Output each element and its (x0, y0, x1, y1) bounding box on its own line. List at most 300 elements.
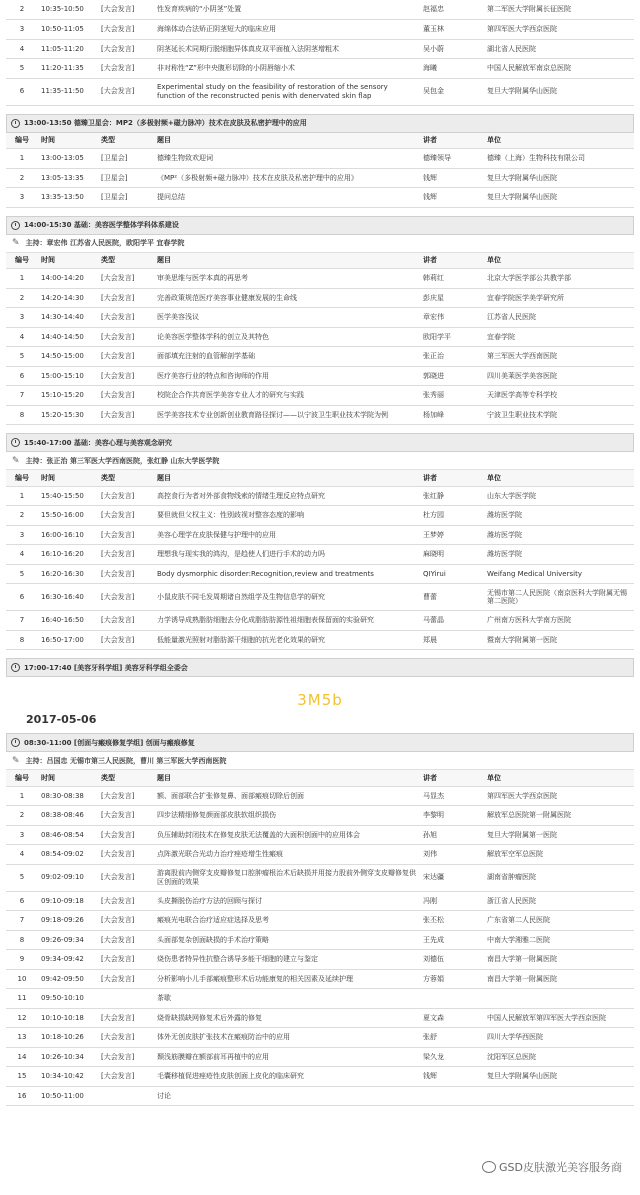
sp-cell: 曹蕾 (420, 584, 484, 611)
type-cell: [大会发言] (98, 20, 154, 40)
sp-cell: 海曦 (420, 59, 484, 79)
type-cell: [大会发言] (98, 911, 154, 931)
type-cell: [大会发言] (98, 308, 154, 328)
no-cell: 3 (6, 188, 38, 208)
session-3-header: 15:40-17:00 基础：美容心理与美容观念研究 (6, 433, 634, 452)
table-row (6, 168, 634, 188)
type-cell: [大会发言] (98, 288, 154, 308)
type-cell: [大会发言] (98, 584, 154, 611)
table-row (6, 825, 634, 845)
time-cell: 14:00-14:20 (38, 269, 98, 289)
table-row (6, 1086, 634, 1106)
no-cell: 1 (6, 149, 38, 169)
table-header-row (6, 470, 634, 486)
date-heading: 2017-05-06 (26, 713, 97, 726)
title-cell: 力学诱导成熟脂肪细胞去分化成脂肪肪源性祖细胞表保留面的实验研究 (154, 611, 420, 631)
sp-cell: 张红静 (420, 486, 484, 506)
time-cell: 08:46-08:54 (38, 825, 98, 845)
no-cell: 5 (6, 347, 38, 367)
type-cell: [大会发言] (98, 525, 154, 545)
time-cell: 13:35-13:50 (38, 188, 98, 208)
title-cell: 海绵体动合法矫正阴茎短大的临床应用 (154, 20, 420, 40)
time-cell: 10:35-10:50 (38, 0, 98, 20)
time-cell: 14:50-15:00 (38, 347, 98, 367)
table-row (6, 630, 634, 650)
type-cell: [大会发言] (98, 806, 154, 826)
title-cell: 体外无创皮肤扩张技术在瘢痕防治中的应用 (154, 1028, 420, 1048)
table-row (6, 386, 634, 406)
table-row (6, 611, 634, 631)
no-cell: 1 (6, 486, 38, 506)
table-row (6, 78, 634, 105)
sp-cell: 麻晓明 (420, 545, 484, 565)
no-cell: 14 (6, 1047, 38, 1067)
unit-cell: 江苏省人民医院 (484, 308, 634, 328)
no-cell: 8 (6, 930, 38, 950)
type-cell: [大会发言] (98, 864, 154, 891)
no-cell: 5 (6, 564, 38, 584)
sp-cell: 郑晨 (420, 630, 484, 650)
table-row (6, 864, 634, 891)
time-cell: 09:34-09:42 (38, 950, 98, 970)
sp-cell: 欧阳学平 (420, 327, 484, 347)
unit-cell: 第四军医大学西京医院 (484, 786, 634, 806)
sp-cell: 梁久龙 (420, 1047, 484, 1067)
table-row (6, 806, 634, 826)
type-cell: 类型 (98, 253, 154, 269)
unit-cell: 复旦大学附属华山医院 (484, 188, 634, 208)
sp-cell: 钱辉 (420, 1067, 484, 1087)
time-cell: 13:00-13:05 (38, 149, 98, 169)
sp-cell: 钱辉 (420, 188, 484, 208)
unit-cell: 潍坊医学院 (484, 506, 634, 526)
unit-cell: 湖南省肿瘤医院 (484, 864, 634, 891)
sp-cell: 郭晓进 (420, 366, 484, 386)
time-cell: 16:40-16:50 (38, 611, 98, 631)
time-cell: 08:30-08:38 (38, 786, 98, 806)
title-cell: 烧伤患者特异性抗整合诱导多能干细胞的建立与鉴定 (154, 950, 420, 970)
sp-cell: 杨加峰 (420, 405, 484, 425)
sp-cell: 马蕾晶 (420, 611, 484, 631)
sp-cell: 孙旭 (420, 825, 484, 845)
sp-cell: 张丕松 (420, 911, 484, 931)
title-cell: 烧骨缺损缺网修复术后外露的修复 (154, 1008, 420, 1028)
sp-cell: 德臻领导 (420, 149, 484, 169)
title-cell: Body dysmorphic disorder:Recognition,review and treatments (154, 564, 420, 584)
unit-cell: 复旦大学附属第一医院 (484, 825, 634, 845)
unit-cell: 中国人民解放军第四军医大学西京医院 (484, 1008, 634, 1028)
unit-cell: 山东大学医学院 (484, 486, 634, 506)
time-cell: 09:02-09:10 (38, 864, 98, 891)
no-cell: 15 (6, 1067, 38, 1087)
no-cell: 2 (6, 806, 38, 826)
title-cell: 点阵激光联合光动力治疗痤疮增生性瘢痕 (154, 845, 420, 865)
title-cell: 医疗美容行业的特点和咨询师的作用 (154, 366, 420, 386)
unit-cell: 解放军总医院第一附属医院 (484, 806, 634, 826)
type-cell: [大会发言] (98, 405, 154, 425)
time-cell: 13:05-13:35 (38, 168, 98, 188)
no-cell: 2 (6, 168, 38, 188)
sp-cell: 王先成 (420, 930, 484, 950)
title-cell: 医学美容浅议 (154, 308, 420, 328)
title-cell: 负压辅助封闭技术在修复皮肤无法覆盖的大面积创面中的应用体会 (154, 825, 420, 845)
type-cell: [大会发言] (98, 611, 154, 631)
time-cell: 16:00-16:10 (38, 525, 98, 545)
time-cell: 15:10-15:20 (38, 386, 98, 406)
no-cell: 1 (6, 269, 38, 289)
table-row (6, 366, 634, 386)
unit-cell: 广东省第二人民医院 (484, 911, 634, 931)
unit-cell: 单位 (484, 253, 634, 269)
type-cell: [大会发言] (98, 1028, 154, 1048)
clock-icon (11, 119, 20, 128)
sp-cell: 赵福忠 (420, 0, 484, 20)
sp-cell: 冯刚 (420, 891, 484, 911)
table-row (6, 545, 634, 565)
time-cell: 08:38-08:46 (38, 806, 98, 826)
type-cell: [大会发言] (98, 845, 154, 865)
type-cell: [大会发言] (98, 564, 154, 584)
time-cell: 14:40-14:50 (38, 327, 98, 347)
time-cell: 10:50-11:05 (38, 20, 98, 40)
sp-cell: 王梦婷 (420, 525, 484, 545)
sp-cell: 吴小蔚 (420, 39, 484, 59)
unit-cell: 单位 (484, 770, 634, 786)
title-cell: 题目 (154, 133, 420, 149)
type-cell (98, 1086, 154, 1106)
sp-cell: 韩莉红 (420, 269, 484, 289)
type-cell: 类型 (98, 770, 154, 786)
table-row (6, 188, 634, 208)
no-cell: 10 (6, 969, 38, 989)
no-cell: 3 (6, 525, 38, 545)
no-cell: 8 (6, 630, 38, 650)
type-cell: [大会发言] (98, 366, 154, 386)
table-row (6, 911, 634, 931)
time-cell: 时间 (38, 253, 98, 269)
footer-watermark: GSD皮肤激光美容服务商 (482, 1159, 622, 1175)
no-cell: 2 (6, 506, 38, 526)
no-cell: 8 (6, 405, 38, 425)
type-cell: [大会发言] (98, 78, 154, 105)
no-cell: 7 (6, 386, 38, 406)
sp-cell (420, 989, 484, 1009)
sp-cell (420, 1086, 484, 1106)
table-row (6, 506, 634, 526)
table-row (6, 564, 634, 584)
session-2-table (6, 253, 634, 426)
table-row (6, 989, 634, 1009)
table-row (6, 1047, 634, 1067)
title-cell: 四步法精细修复颜面部皮肤软组织损伤 (154, 806, 420, 826)
watermark-text: 3M5b (297, 691, 343, 709)
table-row (6, 969, 634, 989)
no-cell: 7 (6, 911, 38, 931)
session-2-header: 14:00-15:30 基础：美容医学整体学科体系建设 (6, 216, 634, 235)
unit-cell: 德臻（上海）生物科技有限公司 (484, 149, 634, 169)
no-cell: 2 (6, 0, 38, 20)
no-cell: 9 (6, 950, 38, 970)
time-cell: 08:54-09:02 (38, 845, 98, 865)
type-cell: [卫星会] (98, 149, 154, 169)
title-cell: 分析影响小儿手部瘢痕整形术后功能康复的相关因素及延续护理 (154, 969, 420, 989)
table-row (6, 39, 634, 59)
no-cell: 6 (6, 584, 38, 611)
title-cell: 《MP²（多极射频+磁力脉冲）技术在皮肤及私密护理中的应用》 (154, 168, 420, 188)
title-cell: 面部填充注射的血管解剖学基础 (154, 347, 420, 367)
clock-icon (11, 221, 20, 230)
no-cell: 1 (6, 786, 38, 806)
time-cell: 09:42-09:50 (38, 969, 98, 989)
time-cell: 14:20-14:30 (38, 288, 98, 308)
title-cell: 游离股前内侧穿支皮瓣修复口腔肿瘤根治术后缺损并用接力股前外侧穿支皮瓣修复供区创面的效果 (154, 864, 420, 891)
time-cell: 10:26-10:34 (38, 1047, 98, 1067)
title-cell: 毛囊移植促进痤疮性皮肤创面上皮化的临床研究 (154, 1067, 420, 1087)
no-cell: 4 (6, 327, 38, 347)
time-cell: 16:50-17:00 (38, 630, 98, 650)
no-cell: 6 (6, 78, 38, 105)
title-cell: Experimental study on the feasibility of restoration of the sensory function of the reconstructed penis with denervated skin flap (154, 78, 420, 105)
table-row (6, 525, 634, 545)
time-cell: 15:50-16:00 (38, 506, 98, 526)
type-cell (98, 989, 154, 1009)
table-header-row (6, 253, 634, 269)
time-cell: 15:00-15:10 (38, 366, 98, 386)
pen-icon: ✎ (12, 755, 20, 766)
time-cell: 时间 (38, 133, 98, 149)
sp-cell: 刘德伍 (420, 950, 484, 970)
sp-cell: 讲者 (420, 770, 484, 786)
table-row (6, 347, 634, 367)
unit-cell: 单位 (484, 133, 634, 149)
time-cell: 10:34-10:42 (38, 1067, 98, 1087)
sp-cell: 吴包金 (420, 78, 484, 105)
unit-cell: 浙江省人民医院 (484, 891, 634, 911)
title-cell: 颞浅筋膜瓣在额部前耳再植中的应用 (154, 1047, 420, 1067)
title-cell: 题目 (154, 253, 420, 269)
type-cell: [大会发言] (98, 786, 154, 806)
type-cell: [大会发言] (98, 39, 154, 59)
unit-cell: 宁波卫生职业技术学院 (484, 405, 634, 425)
title-cell: 高控食行为者对外部食物线索的情绪生理反应特点研究 (154, 486, 420, 506)
unit-cell: 复旦大学附属华山医院 (484, 1067, 634, 1087)
unit-cell (484, 989, 634, 1009)
table-row (6, 950, 634, 970)
block0-table (6, 0, 634, 106)
no-cell: 6 (6, 891, 38, 911)
type-cell: [大会发言] (98, 825, 154, 845)
unit-cell: 四川大学华西医院 (484, 1028, 634, 1048)
unit-cell: 南昌大学第一附属医院 (484, 969, 634, 989)
title-cell: 小鼠皮肤不同毛发周期诸自然组学及生物信息学的研究 (154, 584, 420, 611)
time-cell: 时间 (38, 770, 98, 786)
time-cell: 16:30-16:40 (38, 584, 98, 611)
title-cell: 低能量激光照射对脂肪源干细胞的抗光老化效果的研究 (154, 630, 420, 650)
type-cell: [大会发言] (98, 1047, 154, 1067)
session-3-chair: ✎ 主持：张正治 第三军医大学西南医院，张红静 山东大学医学院 (6, 452, 634, 470)
sp-cell: 刘伟 (420, 845, 484, 865)
unit-cell: 广州南方医科大学南方医院 (484, 611, 634, 631)
type-cell: [大会发言] (98, 1067, 154, 1087)
type-cell: [大会发言] (98, 486, 154, 506)
sp-cell: 张舒 (420, 1028, 484, 1048)
unit-cell: 宜春学院 (484, 327, 634, 347)
no-cell: 4 (6, 545, 38, 565)
no-cell: 4 (6, 845, 38, 865)
type-cell: [大会发言] (98, 386, 154, 406)
type-cell: [大会发言] (98, 506, 154, 526)
sp-cell: 讲者 (420, 133, 484, 149)
table-row (6, 891, 634, 911)
type-cell: [大会发言] (98, 327, 154, 347)
type-cell: [卫星会] (98, 168, 154, 188)
time-cell: 11:35-11:50 (38, 78, 98, 105)
table-header-row (6, 770, 634, 786)
title-cell: 完善政策规范医疗美容事业健康发展的生命线 (154, 288, 420, 308)
no-cell: 5 (6, 59, 38, 79)
time-cell: 09:10-09:18 (38, 891, 98, 911)
time-cell: 10:10-10:18 (38, 1008, 98, 1028)
time-cell: 11:20-11:35 (38, 59, 98, 79)
title-cell: 理想我与现实我的鸿沟，是趋使人们进行手术的动力吗 (154, 545, 420, 565)
title-cell: 审美思维与医学本真的再思考 (154, 269, 420, 289)
table-row (6, 584, 634, 611)
no-cell: 7 (6, 611, 38, 631)
wechat-icon (482, 1161, 496, 1173)
time-cell: 16:10-16:20 (38, 545, 98, 565)
no-cell: 编号 (6, 770, 38, 786)
title-cell: 额、面部联合扩张修复鼻、面部瘢痕切除后创面 (154, 786, 420, 806)
time-cell: 11:05-11:20 (38, 39, 98, 59)
sp-cell: 夏文森 (420, 1008, 484, 1028)
time-cell: 16:20-16:30 (38, 564, 98, 584)
type-cell: [大会发言] (98, 950, 154, 970)
unit-cell: 中南大学湘雅二医院 (484, 930, 634, 950)
table-header-row (6, 133, 634, 149)
time-cell: 15:40-15:50 (38, 486, 98, 506)
session-5-table (6, 770, 634, 1106)
type-cell: [大会发言] (98, 347, 154, 367)
title-cell: 阴茎延长术同期行脱细胞异体真皮双平面植入法阴茎增粗术 (154, 39, 420, 59)
type-cell: 类型 (98, 470, 154, 486)
session-2-chair: ✎ 主持：章宏伟 江苏省人民医院，欧阳学平 宜春学院 (6, 235, 634, 253)
time-cell: 10:18-10:26 (38, 1028, 98, 1048)
pen-icon: ✎ (12, 455, 20, 466)
sp-cell: QIYirui (420, 564, 484, 584)
sp-cell: 马显杰 (420, 786, 484, 806)
unit-cell: 北京大学医学部公共教学部 (484, 269, 634, 289)
table-row (6, 486, 634, 506)
table-row (6, 930, 634, 950)
unit-cell: 解放军空军总医院 (484, 845, 634, 865)
unit-cell: 四川美莱医学美容医院 (484, 366, 634, 386)
time-cell: 14:30-14:40 (38, 308, 98, 328)
table-row (6, 1028, 634, 1048)
unit-cell: 宜春学院医学美学研究所 (484, 288, 634, 308)
title-cell: 提问总结 (154, 188, 420, 208)
type-cell: [大会发言] (98, 891, 154, 911)
no-cell: 11 (6, 989, 38, 1009)
title-cell: 校院企合作共育医学美容专业人才的研究与实践 (154, 386, 420, 406)
unit-cell: 第二军医大学附属长征医院 (484, 0, 634, 20)
no-cell: 5 (6, 864, 38, 891)
session-4-header: 17:00-17:40 [美容牙科学组] 美容牙科学组全委会 (6, 658, 634, 677)
unit-cell: 单位 (484, 470, 634, 486)
table-row (6, 20, 634, 40)
sp-cell: 宋达疆 (420, 864, 484, 891)
session-5-header: 08:30-11:00 [创面与瘢痕修复学组] 创面与瘢痕修复 (6, 733, 634, 752)
table-row (6, 845, 634, 865)
clock-icon (11, 738, 20, 747)
unit-cell: 南昌大学第一附属医院 (484, 950, 634, 970)
type-cell: 类型 (98, 133, 154, 149)
sp-cell: 董玉林 (420, 20, 484, 40)
sp-cell: 张秀丽 (420, 386, 484, 406)
unit-cell: 第四军医大学西京医院 (484, 20, 634, 40)
unit-cell: 湖北省人民医院 (484, 39, 634, 59)
sp-cell: 方蓉娟 (420, 969, 484, 989)
type-cell: [大会发言] (98, 0, 154, 20)
sp-cell: 彭庆星 (420, 288, 484, 308)
type-cell: [大会发言] (98, 630, 154, 650)
no-cell: 12 (6, 1008, 38, 1028)
no-cell: 4 (6, 39, 38, 59)
no-cell: 2 (6, 288, 38, 308)
table-row (6, 288, 634, 308)
table-row (6, 1008, 634, 1028)
unit-cell: 沈阳军区总医院 (484, 1047, 634, 1067)
unit-cell: 潍坊医学院 (484, 545, 634, 565)
title-cell: 医学美容技术专业创新创业教育路径探讨——以宁波卫生职业技术学院为例 (154, 405, 420, 425)
no-cell: 13 (6, 1028, 38, 1048)
title-cell: 题目 (154, 470, 420, 486)
unit-cell: 第三军医大学西南医院 (484, 347, 634, 367)
sp-cell: 李黎明 (420, 806, 484, 826)
table-row (6, 786, 634, 806)
clock-icon (11, 438, 20, 447)
no-cell: 3 (6, 308, 38, 328)
unit-cell: 无锡市第二人民医院（南京医科大学附属无锡第二医院） (484, 584, 634, 611)
title-cell: 非对称性“Z”形中央腹形切除的小阴唇缩小术 (154, 59, 420, 79)
type-cell: [大会发言] (98, 969, 154, 989)
table-row (6, 149, 634, 169)
unit-cell (484, 1086, 634, 1106)
clock-icon (11, 663, 20, 672)
table-row (6, 308, 634, 328)
type-cell: [大会发言] (98, 1008, 154, 1028)
unit-cell: 天津医学高等专科学校 (484, 386, 634, 406)
table-row (6, 327, 634, 347)
no-cell: 编号 (6, 253, 38, 269)
sp-cell: 杜方园 (420, 506, 484, 526)
unit-cell: 复旦大学附属华山医院 (484, 78, 634, 105)
no-cell: 编号 (6, 133, 38, 149)
title-cell: 论美容医学整体学科的创立及其特色 (154, 327, 420, 347)
title-cell: 头皮撕脱伤治疗方法的回顾与探讨 (154, 891, 420, 911)
title-cell: 茶歇 (154, 989, 420, 1009)
sp-cell: 张正治 (420, 347, 484, 367)
sp-cell: 讲者 (420, 253, 484, 269)
unit-cell: 潍坊医学院 (484, 525, 634, 545)
sp-cell: 讲者 (420, 470, 484, 486)
title-cell: 瘢痕光电联合治疗适应症选择及思考 (154, 911, 420, 931)
unit-cell: 中国人民解放军南京总医院 (484, 59, 634, 79)
unit-cell: Weifang Medical University (484, 564, 634, 584)
no-cell: 16 (6, 1086, 38, 1106)
session-1-header: 13:00-13:50 德臻卫星会：MP2（多极射频+磁力脉冲）技术在皮肤及私密护理中的应用 (6, 114, 634, 133)
title-cell: 性发育疾病的“小阴茎”处置 (154, 0, 420, 20)
type-cell: [大会发言] (98, 59, 154, 79)
